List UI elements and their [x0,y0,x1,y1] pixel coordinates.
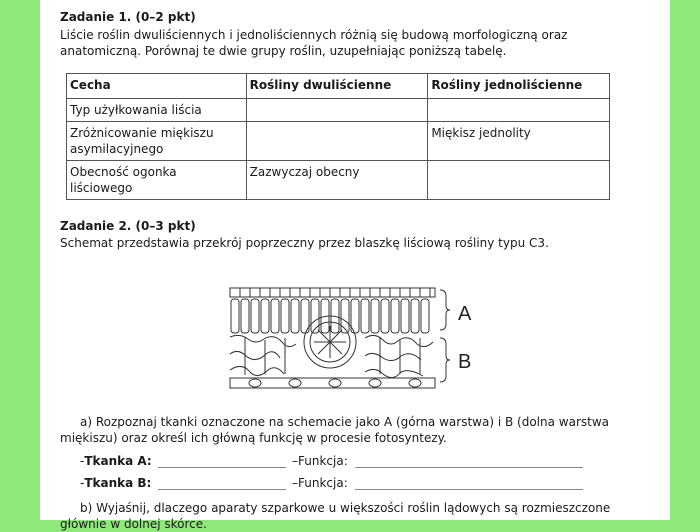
tkanka-a-label: Tkanka A: [84,454,152,468]
table-header: Cecha [67,74,247,99]
table-row [67,122,610,161]
funkcja-a-label: –Funkcja: [292,454,348,468]
task1-intro: Liście roślin dwuliściennych i jednoliściennych różnią się budową morfologiczną oraz anatomiczną. Porównaj te dwie grupy roślin, uzupełniając poniższą tabelę. [60,28,568,58]
answer-cell[interactable] [428,99,610,122]
tkanka-b-answer-line[interactable] [158,489,286,490]
funkcja-a-answer-line[interactable] [355,467,583,468]
task2-part-a: a) Rozpoznaj tkanki oznaczone na schemacie jako A (górna warstwa) i B (dolna warstwa miękiszu) oraz określ ich główną funkcję w procesie fotosyntezy. [60,415,609,445]
tkanka-b-label: Tkanka B: [84,476,152,490]
task1-title: Zadanie 1. (0–2 pkt) [60,10,196,24]
funkcja-b-label: –Funkcja: [292,476,348,490]
upper-epidermis [230,288,435,297]
table-cell: Zróżnicowanie miękiszu asymilacyjnego [67,122,247,161]
table-row [67,161,610,200]
answer-cell[interactable] [246,99,428,122]
task2-part-b: b) Wyjaśnij, dlaczego aparaty szparkowe u większości roślin lądowych są rozmieszczone głównie w dolnej skórce. [60,501,611,531]
table-row [67,99,610,122]
brace-b [440,338,450,382]
fill-row-b [80,476,151,490]
comparison-table [66,73,610,200]
label-b: B [458,351,472,373]
table-cell: Obecność ogonka liściowego [67,161,247,200]
table-cell: Typ użyłkowania liścia [67,99,247,122]
stomata [249,379,421,387]
table-header: Rośliny jednoliścienne [428,74,610,99]
answer-cell[interactable] [428,161,610,200]
label-a: A [458,303,472,325]
task2-title: Zadanie 2. (0–3 pkt) [60,219,196,233]
table-cell: Miękisz jednolity [428,122,610,161]
table-header: Rośliny dwuliścienne [246,74,428,99]
answer-cell[interactable] [246,122,428,161]
brace-a [440,290,450,330]
dash: - [80,454,85,468]
leaf-cross-section-svg [225,282,485,407]
dash: - [80,476,85,490]
task2-intro: Schemat przedstawia przekrój poprzeczny przez blaszkę liściową rośliny typu C3. [60,236,549,250]
table-cell: Zazwyczaj obecny [246,161,428,200]
funkcja-b-answer-line[interactable] [355,489,583,490]
worksheet-page [40,0,670,531]
table-header-row [67,74,610,99]
vascular-bundle [304,316,356,368]
leaf-cross-section-diagram [225,282,485,407]
fill-row-a [80,454,152,468]
tkanka-a-answer-line[interactable] [158,467,286,468]
